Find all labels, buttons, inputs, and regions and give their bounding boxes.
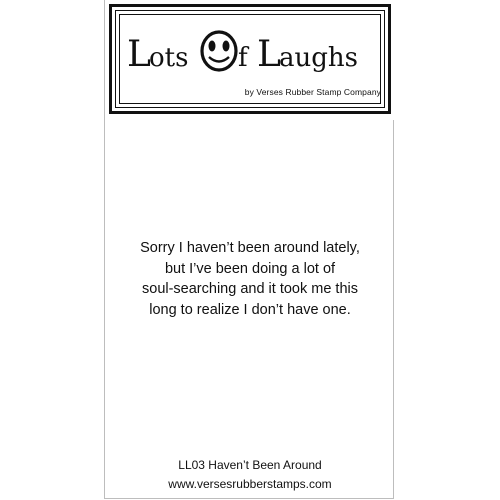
company-byline: by Verses Rubber Stamp Company	[244, 87, 381, 97]
svg-text:L: L	[127, 34, 151, 75]
smiley-o-icon	[202, 32, 236, 70]
sentiment-line: but I’ve been doing a lot of	[164, 260, 336, 277]
svg-text:f: f	[238, 43, 248, 73]
product-code: LL03 Haven’t Been Around	[178, 458, 322, 472]
svg-text:ots: ots	[149, 43, 189, 73]
stamp-sentiment	[105, 238, 395, 320]
svg-text:L: L	[257, 34, 281, 75]
sentiment-line: long to realize I don’t have one.	[149, 301, 351, 318]
website-url: www.versesrubberstamps.com	[168, 477, 332, 491]
stamp-card	[104, 0, 394, 499]
lots-of-laughs-logo	[105, 20, 395, 76]
header-panel	[105, 0, 395, 120]
product-footer	[105, 456, 395, 494]
svg-text:aughs: aughs	[279, 43, 358, 73]
sentiment-line: soul-searching and it took me this	[142, 281, 358, 297]
sentiment-line: Sorry I haven’t been around lately,	[140, 240, 360, 256]
